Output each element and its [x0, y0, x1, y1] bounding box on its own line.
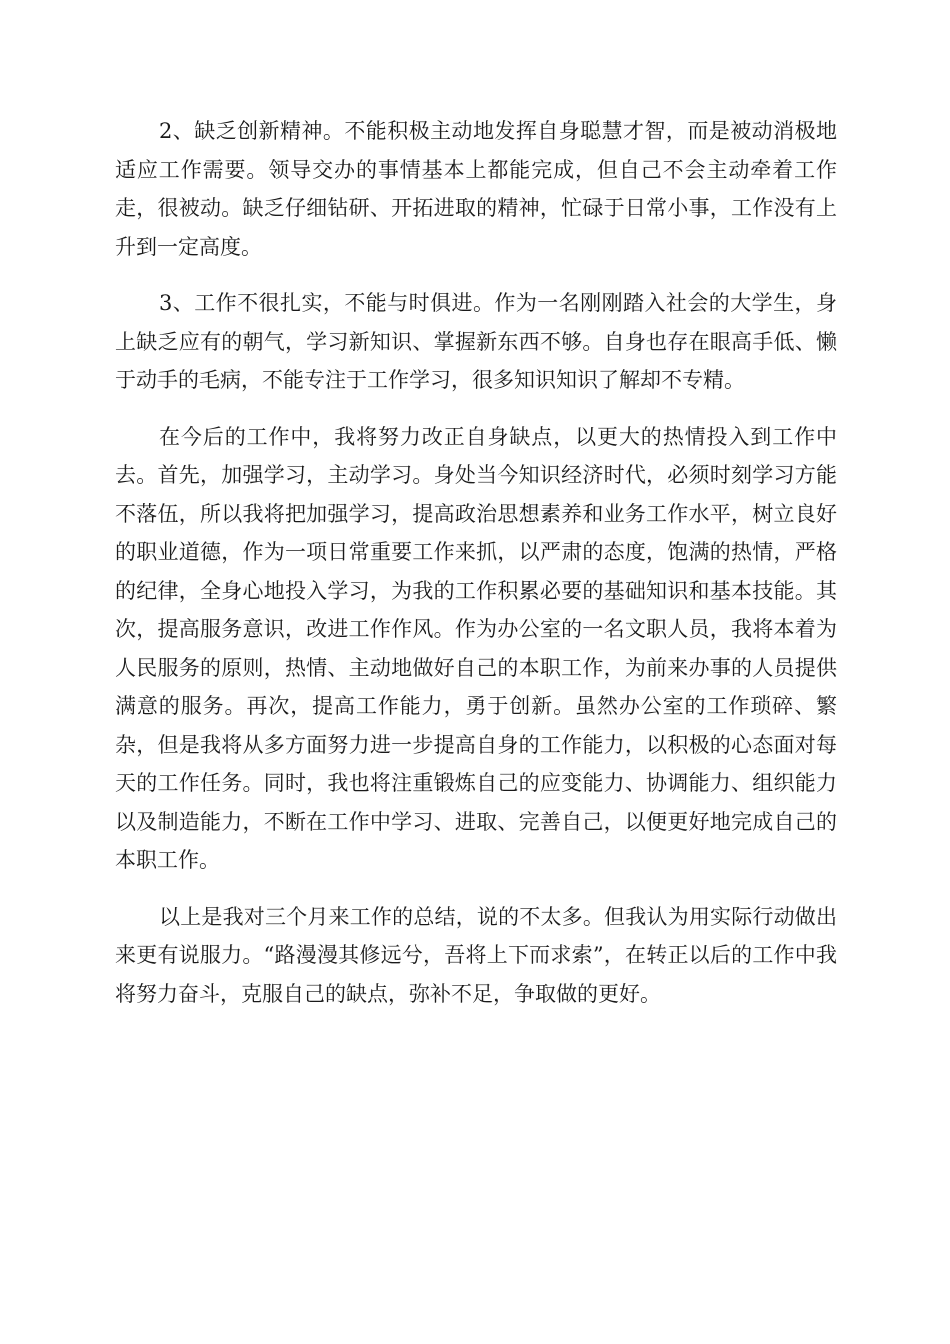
document-body — [115, 112, 837, 1013]
paragraph-conclusion: 以上是我对三个月来工作的总结，说的不太多。但我认为用实际行动做出来更有说服力。“路漫漫其修远兮，吾将上下而求索”，在转正以后的工作中我将努力奋斗，克服自己的缺点，弥补不足，争取做的更好。 — [115, 904, 837, 1006]
paragraph-improvement-plan: 在今后的工作中，我将努力改正自身缺点，以更大的热情投入到工作中去。首先，加强学习，主动学习。身处当今知识经济时代，必须时刻学习方能不落伍，所以我将把加强学习，提高政治思想素养和业务工作水平，树立良好的职业道德，作为一项日常重要工作来抓，以严肃的态度，饱满的热情，严格的纪律，全身心地投入学习，为我的工作积累必要的基础知识和基本技能。其次，提高服务意识，改进工作作风。作为办公室的一名文职人员，我将本着为人民服务的原则，热情、主动地做好自己的本职工作，为前来办事的人员提供满意的服务。再次，提高工作能力，勇于创新。虽然办公室的工作琐碎、繁杂，但是我将从多方面努力进一步提高自身的工作能力，以积极的心态面对每天的工作任务。同时，我也将注重锻炼自己的应变能力、协调能力、组织能力以及制造能力，不断在工作中学习、进取、完善自己，以便更好地完成自己的本职工作。 — [115, 424, 837, 872]
paragraph-shortcoming-diligence: 3、工作不很扎实，不能与时俱进。作为一名刚刚踏入社会的大学生，身上缺乏应有的朝气，学习新知识、掌握新东西不够。自身也存在眼高手低、懒于动手的毛病，不能专注于工作学习，很多知识知识了解却不专精。 — [115, 291, 837, 392]
paragraph-shortcoming-innovation: 2、缺乏创新精神。不能积极主动地发挥自身聪慧才智，而是被动消极地适应工作需要。领导交办的事情基本上都能完成，但自己不会主动牵着工作走，很被动。缺乏仔细钻研、开拓进取的精神，忙碌于日常小事，工作没有上升到一定高度。 — [115, 119, 837, 259]
